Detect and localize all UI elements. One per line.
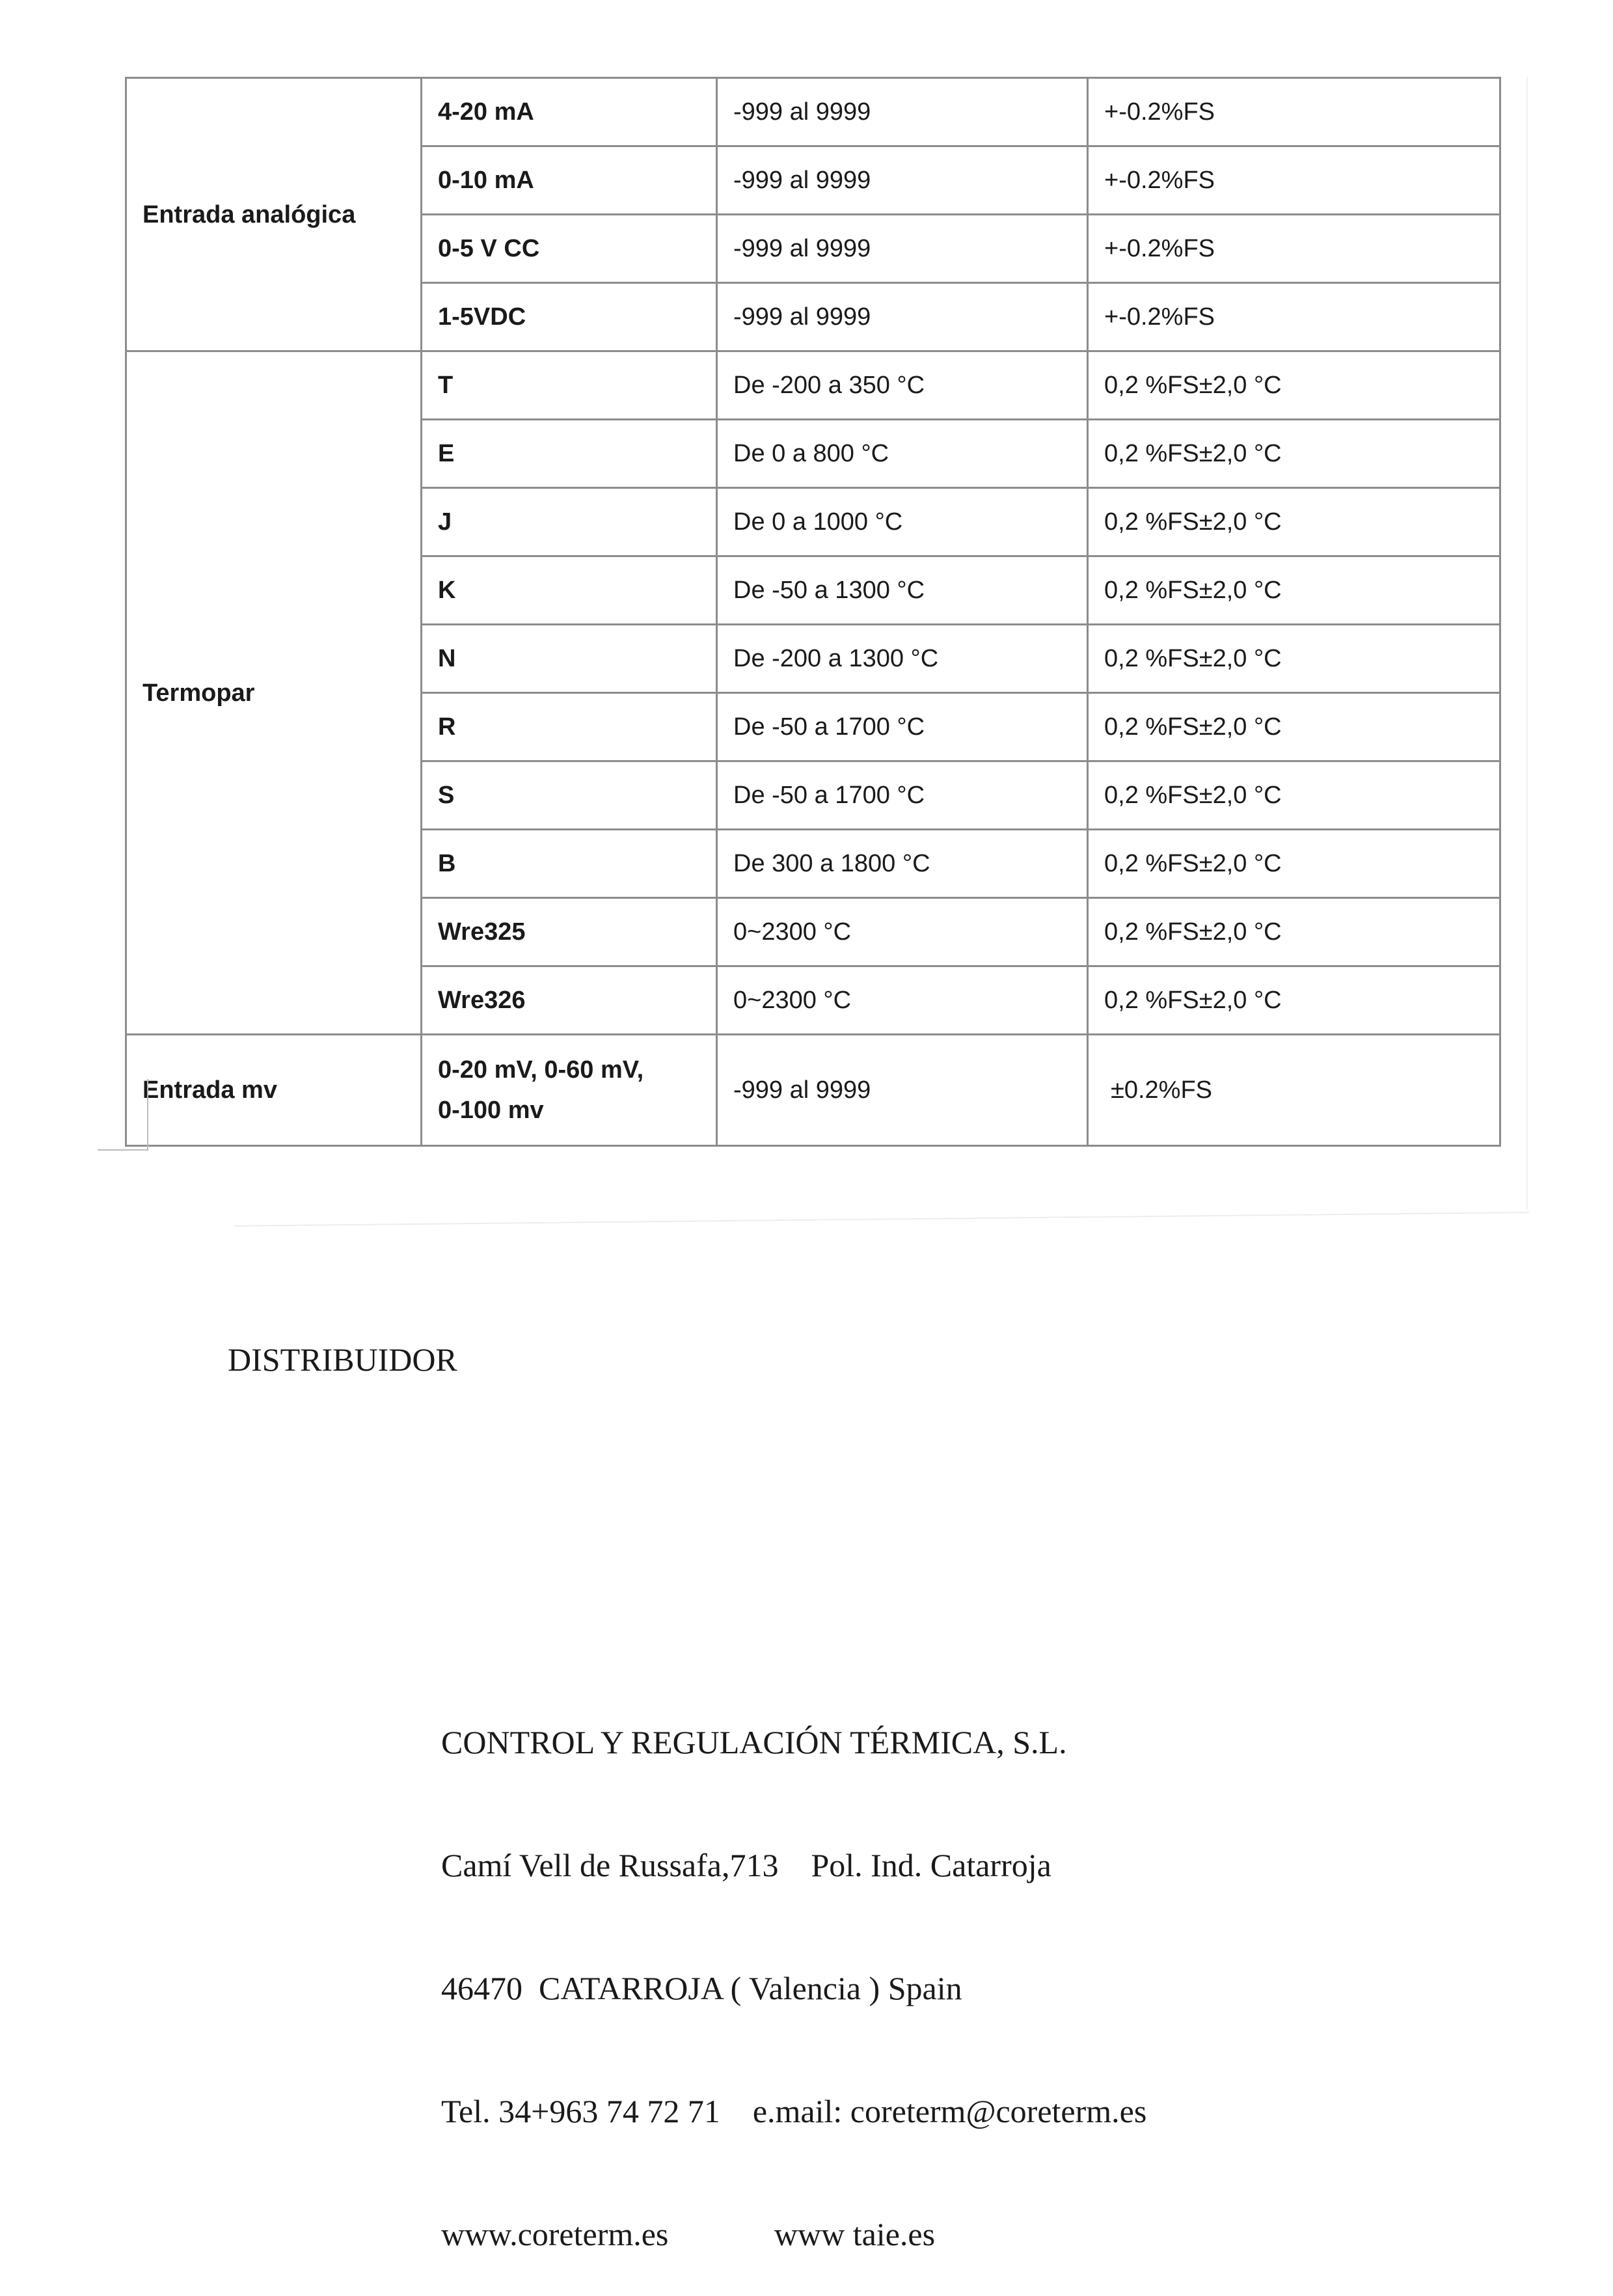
group-label-analog-input: Entrada analógica: [126, 78, 422, 351]
measurement-range: De 0 a 800 °C: [717, 420, 1088, 488]
group-label-thermocouple: Termopar: [126, 351, 422, 1035]
accuracy: 0,2 %FS±2,0 °C: [1088, 898, 1500, 966]
measurement-range: De 300 a 1800 °C: [717, 830, 1088, 898]
measurement-range: -999 al 9999: [717, 146, 1088, 215]
accuracy: 0,2 %FS±2,0 °C: [1088, 625, 1500, 693]
accuracy: +-0.2%FS: [1088, 78, 1500, 146]
measurement-range: De -200 a 1300 °C: [717, 625, 1088, 693]
signal-type: 0-10 mA: [422, 146, 717, 215]
table-row: [126, 351, 1500, 420]
accuracy: 0,2 %FS±2,0 °C: [1088, 351, 1500, 420]
thermocouple-type: Wre326: [422, 966, 717, 1035]
measurement-range: -999 al 9999: [717, 78, 1088, 146]
company-street: Camí Vell de Russafa,713 Pol. Ind. Catarroja: [441, 1847, 1051, 1883]
table-row: [126, 78, 1500, 146]
thermocouple-type: N: [422, 625, 717, 693]
accuracy: 0,2 %FS±2,0 °C: [1088, 966, 1500, 1035]
scan-edge-line: [234, 1212, 1529, 1227]
accuracy: +-0.2%FS: [1088, 215, 1500, 283]
thermocouple-type: Wre325: [422, 898, 717, 966]
signal-type: 1-5VDC: [422, 283, 717, 351]
thermocouple-type: E: [422, 420, 717, 488]
thermocouple-type: K: [422, 556, 717, 625]
crop-mark: [98, 1149, 148, 1151]
measurement-range: De -50 a 1700 °C: [717, 693, 1088, 761]
thermocouple-type: B: [422, 830, 717, 898]
measurement-range: -999 al 9999: [717, 215, 1088, 283]
crop-mark: [147, 1079, 148, 1151]
measurement-range: De -50 a 1700 °C: [717, 761, 1088, 830]
measurement-range: De -50 a 1300 °C: [717, 556, 1088, 625]
company-city: 46470 CATARROJA ( Valencia ) Spain: [441, 1970, 962, 2006]
thermocouple-type: T: [422, 351, 717, 420]
measurement-range: -999 al 9999: [717, 1035, 1088, 1146]
accuracy: 0,2 %FS±2,0 °C: [1088, 693, 1500, 761]
measurement-range: De -200 a 350 °C: [717, 351, 1088, 420]
signal-type-line: 0-20 mV, 0-60 mV,: [438, 1056, 644, 1084]
measurement-range: De 0 a 1000 °C: [717, 488, 1088, 556]
spec-table: [125, 77, 1501, 1147]
signal-type-line: 0-100 mv: [438, 1097, 544, 1124]
accuracy: 0,2 %FS±2,0 °C: [1088, 830, 1500, 898]
company-websites: www.coreterm.es www taie.es: [441, 2216, 936, 2252]
accuracy: 0,2 %FS±2,0 °C: [1088, 488, 1500, 556]
group-label-mv-input: Entrada mv: [126, 1035, 422, 1146]
accuracy: 0,2 %FS±2,0 °C: [1088, 761, 1500, 830]
accuracy: 0,2 %FS±2,0 °C: [1088, 556, 1500, 625]
signal-type: 0-5 V CC: [422, 215, 717, 283]
thermocouple-type: J: [422, 488, 717, 556]
measurement-range: 0~2300 °C: [717, 898, 1088, 966]
company-address-block: [441, 1640, 1146, 2296]
accuracy: +-0.2%FS: [1088, 146, 1500, 215]
measurement-range: -999 al 9999: [717, 283, 1088, 351]
distributor-heading: DISTRIBUIDOR: [228, 1341, 457, 1378]
measurement-range: 0~2300 °C: [717, 966, 1088, 1035]
table-row: [126, 1035, 1500, 1146]
signal-type: 4-20 mA: [422, 78, 717, 146]
accuracy: 0,2 %FS±2,0 °C: [1088, 420, 1500, 488]
signal-type: [422, 1035, 717, 1146]
accuracy: ±0.2%FS: [1088, 1035, 1500, 1146]
company-contact: Tel. 34+963 74 72 71 e.mail: coreterm@coreterm.es: [441, 2093, 1147, 2129]
scan-edge-line: [1526, 77, 1528, 1209]
thermocouple-type: S: [422, 761, 717, 830]
company-name: CONTROL Y REGULACIÓN TÉRMICA, S.L.: [441, 1724, 1067, 1760]
accuracy: +-0.2%FS: [1088, 283, 1500, 351]
thermocouple-type: R: [422, 693, 717, 761]
